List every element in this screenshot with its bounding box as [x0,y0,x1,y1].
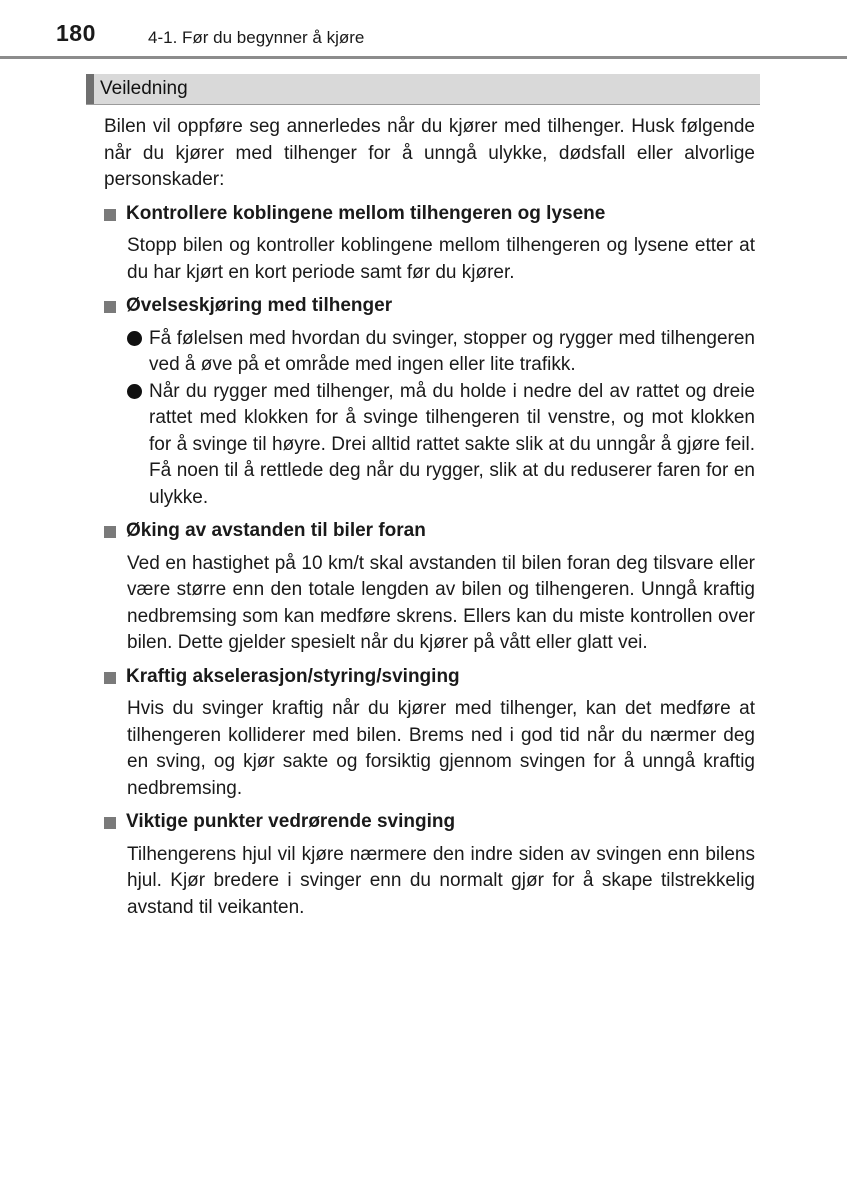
subsection-heading-text: Øvelseskjøring med tilhenger [126,295,393,316]
subsection-heading [104,293,755,320]
square-bullet-icon [104,209,116,221]
list-item [127,326,755,379]
subsection-heading [104,664,755,691]
round-bullet-icon [127,384,142,399]
subsection-heading [104,201,755,228]
page-number: 180 [56,20,96,46]
subsection-following-distance [104,518,755,657]
subsection-heading-text: Kraftig akselerasjon/styring/svinging [126,665,460,687]
subsection-body: Hvis du svinger kraftig når du kjører med tilhenger, kan det medføre at tilhengeren kolliderer med bilen. Brems ned i god tid når du nærmer deg en sving, og kjør sakte og forsiktig gjennom svingen for å unngå kraftig nedbremsing. [127,698,755,799]
subsection-trailer-connections [104,201,755,287]
list-item [127,379,755,512]
subsection-heading-text: Øking av avstanden til biler foran [126,520,426,541]
square-bullet-icon [104,526,116,538]
square-bullet-icon [104,672,116,684]
subsection-heading [104,518,755,545]
section-title-bar [86,74,760,105]
bullet-list [104,326,755,512]
list-item-text: Når du rygger med tilhenger, må du holde i nedre del av rattet og dreie rattet med klokken for å svinge tilhengeren til venstre, og mot klokken for å svinge til høyre. Drei alltid rattet sakte slik at du unngår å gjøre feil. Få noen til å rettlede deg når du rygger, slik at du reduserer faren for en ulykke. [149,380,755,508]
header-rule [0,56,847,59]
intro-paragraph: Bilen vil oppføre seg annerledes når du kjører med tilhenger. Husk følgende når du kjører med tilhenger for å unngå ulykke, dødsfall eller alvorlige personskader: [104,116,755,190]
subsection-heading-text: Viktige punkter vedrørende svinging [126,811,456,832]
main-content [104,114,755,928]
subsection-turning-points [104,809,755,921]
subsection-hard-acceleration [104,664,755,803]
section-title: Veiledning [100,78,188,99]
list-item-text: Få følelsen med hvordan du svinger, stopper og rygger med tilhengeren ved å øve på et område med ingen eller lite trafikk. [149,327,755,375]
square-bullet-icon [104,301,116,313]
round-bullet-icon [127,331,142,346]
page-header [0,0,847,58]
subsection-body: Tilhengerens hjul vil kjøre nærmere den indre siden av svingen enn bilens hjul. Kjør bredere i svinger enn du normalt gjør for å skape tilstrekkelig avstand til veikanten. [127,843,755,918]
subsection-body: Stopp bilen og kontroller koblingene mellom tilhengeren og lysene etter at du har kjørt en kort periode samt før du kjører. [127,235,755,283]
subsection-heading-text: Kontrollere koblingene mellom tilhengeren og lysene [126,202,606,224]
subsection-heading [104,809,755,836]
subsection-practice-driving [104,293,755,511]
section-accent [86,74,94,104]
chapter-title: 4-1. Før du begynner å kjøre [148,28,365,47]
square-bullet-icon [104,817,116,829]
subsection-body: Ved en hastighet på 10 km/t skal avstanden til bilen foran deg tilsvare eller være større enn den totale lengden av bilen og tilhengeren. Unngå kraftig nedbremsing som kan medføre skrens. Ellers kan du miste kontrollen over bilen. Dette gjelder spesielt når du kjører på vått eller glatt vei. [127,552,755,653]
